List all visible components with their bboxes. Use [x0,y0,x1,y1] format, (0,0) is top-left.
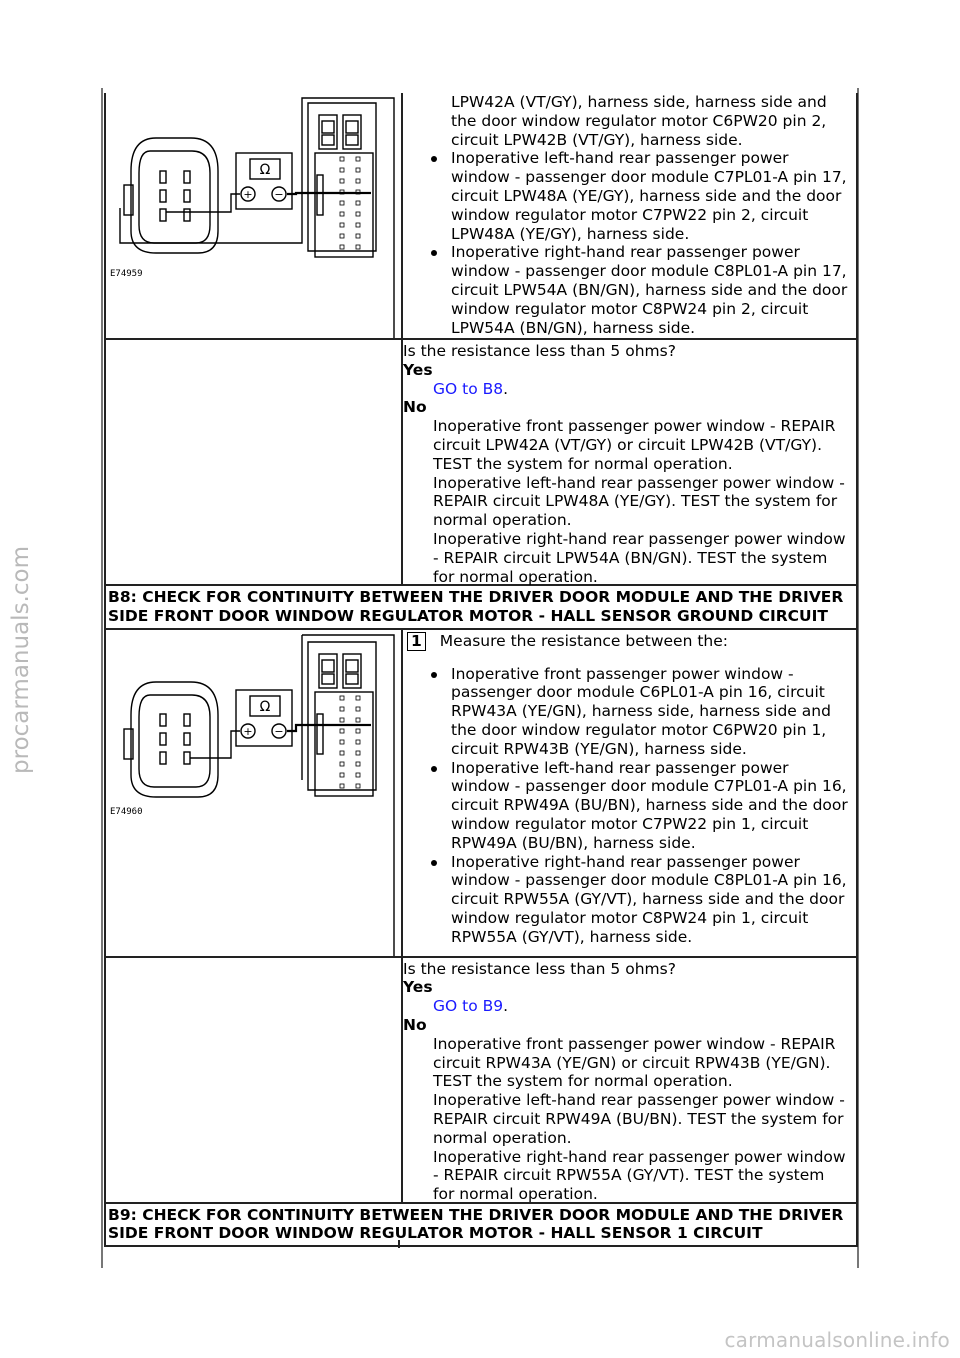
section-header-b9: B9: CHECK FOR CONTINUITY BETWEEN THE DRIVER DOOR MODULE AND THE DRIVER SIDE FRONT DOOR WINDOW REGULATOR MOTOR - HALL SENSOR 1 CIRCUIT [106,1204,856,1248]
wiring-diagram-e74960 [106,630,401,956]
step-1 [403,632,856,651]
step-number: 1 [407,632,426,651]
go-to-b9-link[interactable]: GO to B9 [433,997,504,1016]
empty-cell [106,958,403,1202]
yes-label: Yes [403,360,433,379]
no-label: No [403,1015,427,1034]
figure-cell [106,93,403,338]
section-header-b8: B8: CHECK FOR CONTINUITY BETWEEN THE DRIVER DOOR MODULE AND THE DRIVER SIDE FRONT DOOR WINDOW REGULATOR MOTOR - HALL SENSOR GROUND CIRCUIT [106,586,856,630]
svg-text:+: + [243,724,253,738]
side-watermark: procarmanuals.com [8,546,34,774]
bullet-item: Inoperative front passenger power window - passenger door module C6PL01-A pin 16, circuit RPW43A (YE/GN), harness side, harness side and the door window regulator motor C6PW20 pin 1, circuit RPW43B (YE/GN), harness side. [403,665,856,759]
step-text: Measure the resistance between the: [439,631,728,650]
result-cell: Is the resistance less than 5 ohms? Yes GO to B8. No Inoperative front passenger power window - REPAIR circuit LPW42A (VT/GY) or circuit LPW42B (VT/GY). TEST the system for normal operation. Inoperative left-hand rear passenger power window - REPAIR circuit LPW48A (YE/GY). TEST the system for normal operation. Inoperative right-hand rear passenger power window - REPAIR circuit LPW54A (BN/GN). TEST the system for normal operation. [403,340,856,584]
figure-cell [106,630,403,956]
question-text: Is the resistance less than 5 ohms? [403,959,676,978]
footer-watermark: carmanualsonline.info [724,1328,950,1352]
svg-text:Ω: Ω [259,162,271,178]
question-text: Is the resistance less than 5 ohms? [403,342,676,360]
procedure-table [104,93,858,1247]
wiring-diagram-e74959 [106,93,401,338]
no-label: No [403,398,427,417]
instruction-cell [403,630,856,956]
svg-text:Ω: Ω [259,698,271,715]
step-row-b7 [106,93,856,340]
figure-label: E74960 [110,806,143,817]
result-row-b8 [106,958,856,1204]
svg-text:−: − [274,724,284,738]
bullet-item: Inoperative left-hand rear passenger power window - passenger door module C7PL01-A pin 16, circuit RPW49A (BU/BN), harness side and the door window regulator motor C7PW22 pin 1, circuit RPW49A (BU/BN), harness side. [403,759,856,853]
yes-label: Yes [403,978,433,997]
continued-bullet: LPW42A (VT/GY), harness side, harness side and the door window regulator motor C6PW20 pin 2, circuit LPW42B (VT/GY), harness side. [451,93,827,149]
bullet-item: Inoperative left-hand rear passenger power window - passenger door module C7PL01-A pin 17, circuit LPW48A (YE/GY), harness side and the door window regulator motor C7PW22 pin 2, circuit LPW48A (YE/GY), harness side. [403,149,856,243]
bullet-item: Inoperative right-hand rear passenger power window - passenger door module C8PL01-A pin 16, circuit RPW55A (GY/VT), harness side and the door window regulator motor C8PW24 pin 1, circuit RPW55A (GY/VT), harness side. [403,853,856,947]
instruction-cell [403,93,856,338]
no-action-text: Inoperative front passenger power window - REPAIR circuit RPW43A (YE/GN) or circuit RPW43B (YE/GN). TEST the system for normal operation. Inoperative left-hand rear passenger power window - REPAIR circuit RPW49A (BU/BN). TEST the system for normal operation. Inoperative right-hand rear passenger power window - REPAIR circuit RPW55A (GY/VT). TEST the system for normal operation. [433,1034,846,1204]
page-rule-left [101,88,103,1268]
table-continuation [398,1240,416,1248]
result-cell: Is the resistance less than 5 ohms? Yes GO to B9. No Inoperative front passenger power window - REPAIR circuit RPW43A (YE/GN) or circuit RPW43B (YE/GN). TEST the system for normal operation. Inoperative left-hand rear passenger power window - REPAIR circuit RPW49A (BU/BN). TEST the system for normal operation. Inoperative right-hand rear passenger power window - REPAIR circuit RPW55A (GY/VT). TEST the system for normal operation. [403,958,856,1202]
empty-cell [106,340,403,584]
svg-text:−: − [274,188,284,201]
go-to-b8-link[interactable]: GO to B8 [433,379,504,398]
svg-text:+: + [243,188,253,201]
result-row-b7 [106,340,856,586]
no-action-text: Inoperative front passenger power window - REPAIR circuit LPW42A (VT/GY) or circuit LPW42B (VT/GY). TEST the system for normal operation. Inoperative left-hand rear passenger power window - REPAIR circuit LPW48A (YE/GY). TEST the system for normal operation. Inoperative right-hand rear passenger power window - REPAIR circuit LPW54A (BN/GN). TEST the system for normal operation. [433,417,846,586]
step-row-b8 [106,630,856,958]
bullet-item: Inoperative right-hand rear passenger power window - passenger door module C8PL01-A pin 17, circuit LPW54A (BN/GN), harness side and the door window regulator motor C8PW24 pin 2, circuit LPW54A (BN/GN), harness side. [403,243,856,337]
figure-label: E74959 [110,269,143,279]
